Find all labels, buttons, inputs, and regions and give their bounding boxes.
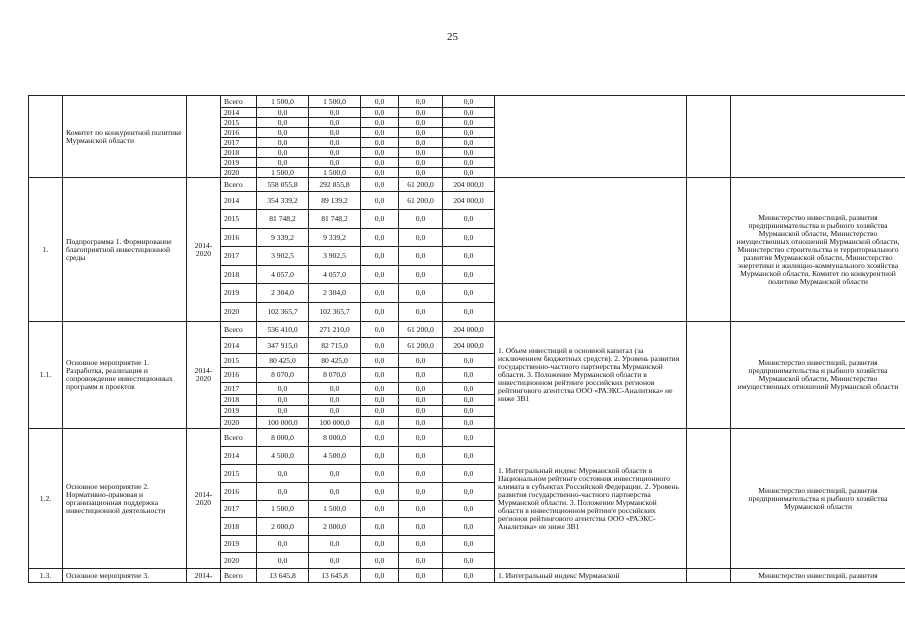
- federal-budget-cell: 0,0: [361, 483, 399, 501]
- regional-budget-cell: 8 070,0: [309, 368, 361, 383]
- total-cell: 8 070,0: [257, 368, 309, 383]
- regional-budget-cell: 89 139,2: [309, 192, 361, 210]
- other-sources-cell: 204 000,0: [443, 192, 495, 210]
- federal-budget-cell: 0,0: [361, 168, 399, 178]
- federal-budget-cell: 0,0: [361, 383, 399, 395]
- table-row: [29, 96, 905, 108]
- federal-budget-cell: 0,0: [361, 210, 399, 229]
- regional-budget-cell: 1 500,0: [309, 168, 361, 178]
- year-cell: 2018: [221, 148, 257, 158]
- local-budget-cell: 0,0: [399, 118, 443, 128]
- regional-budget-cell: 0,0: [309, 138, 361, 148]
- blank-cell: [687, 178, 731, 322]
- local-budget-cell: 61 200,0: [399, 338, 443, 354]
- local-budget-cell: 0,0: [399, 354, 443, 368]
- local-budget-cell: 0,0: [399, 483, 443, 501]
- other-sources-cell: 0,0: [443, 303, 495, 322]
- federal-budget-cell: 0,0: [361, 553, 399, 569]
- other-sources-cell: 0,0: [443, 569, 495, 583]
- federal-budget-cell: 0,0: [361, 229, 399, 247]
- table-row: [29, 429, 905, 447]
- federal-budget-cell: 0,0: [361, 192, 399, 210]
- federal-budget-cell: 0,0: [361, 158, 399, 168]
- year-cell: 2015: [221, 210, 257, 229]
- total-cell: 347 915,0: [257, 338, 309, 354]
- total-cell: 4 500,0: [257, 447, 309, 465]
- other-sources-cell: 0,0: [443, 128, 495, 138]
- other-sources-cell: 0,0: [443, 395, 495, 406]
- total-cell: 1 500,0: [257, 501, 309, 518]
- other-sources-cell: 0,0: [443, 284, 495, 303]
- regional-budget-cell: 1 500,0: [309, 501, 361, 518]
- other-sources-cell: 0,0: [443, 158, 495, 168]
- other-sources-cell: 0,0: [443, 148, 495, 158]
- other-sources-cell: 0,0: [443, 447, 495, 465]
- local-budget-cell: 0,0: [399, 128, 443, 138]
- total-cell: 0,0: [257, 118, 309, 128]
- other-sources-cell: 0,0: [443, 138, 495, 148]
- table-row: [29, 322, 905, 338]
- total-cell: 81 748,2: [257, 210, 309, 229]
- year-cell: 2016: [221, 128, 257, 138]
- other-sources-cell: 0,0: [443, 266, 495, 284]
- local-budget-cell: 0,0: [399, 148, 443, 158]
- year-cell: 2020: [221, 417, 257, 429]
- other-sources-cell: 0,0: [443, 518, 495, 536]
- other-sources-cell: 0,0: [443, 553, 495, 569]
- other-sources-cell: 0,0: [443, 118, 495, 128]
- year-cell: 2018: [221, 266, 257, 284]
- executors-cell: Министерство инвестиций, развития предпринимательства и рыбного хозяйства Мурманской области, Министерство имущественных отношений Мурманской области: [731, 322, 905, 429]
- page-number: 25: [447, 31, 458, 43]
- row-number-cell: 1.3.: [29, 569, 63, 583]
- regional-budget-cell: 1 500,0: [309, 96, 361, 108]
- indicators-cell: 1. Интегральный индекс Мурманской: [495, 569, 687, 583]
- total-cell: 0,0: [257, 406, 309, 417]
- total-cell: 558 055,8: [257, 178, 309, 192]
- period-cell: [187, 96, 221, 178]
- year-cell: 2017: [221, 247, 257, 266]
- total-cell: 354 339,2: [257, 192, 309, 210]
- blank-cell: [687, 429, 731, 569]
- executors-cell: [731, 96, 905, 178]
- indicators-cell: 1. Интегральный индекс Мурманской области в Национальном рейтинге состояния инвестиционного климата в субъектах Российской Федерации. 2. Уровень развития государственно-частного партнерства Мурманской области. 3. Положение Мурманской области в инвестиционном рейтинге российских регионов рейтингового агентства ООО «РАЭКС-Аналитика» не ниже 3В1: [495, 429, 687, 569]
- period-cell: 2014-2020: [187, 429, 221, 569]
- activity-name-cell: Основное мероприятие 3.: [63, 569, 187, 583]
- regional-budget-cell: 0,0: [309, 118, 361, 128]
- local-budget-cell: 0,0: [399, 368, 443, 383]
- local-budget-cell: 0,0: [399, 553, 443, 569]
- regional-budget-cell: 0,0: [309, 383, 361, 395]
- other-sources-cell: 0,0: [443, 406, 495, 417]
- year-cell: 2014: [221, 192, 257, 210]
- row-number-cell: [29, 96, 63, 178]
- total-cell: 2 000,0: [257, 518, 309, 536]
- local-budget-cell: 0,0: [399, 536, 443, 553]
- regional-budget-cell: 2 304,0: [309, 284, 361, 303]
- other-sources-cell: 204 000,0: [443, 178, 495, 192]
- period-cell: 2014-2020: [187, 178, 221, 322]
- year-cell: 2019: [221, 158, 257, 168]
- regional-budget-cell: 80 425,0: [309, 354, 361, 368]
- other-sources-cell: 0,0: [443, 229, 495, 247]
- federal-budget-cell: 0,0: [361, 128, 399, 138]
- regional-budget-cell: 4 500,0: [309, 447, 361, 465]
- year-cell: 2017: [221, 383, 257, 395]
- local-budget-cell: 0,0: [399, 168, 443, 178]
- other-sources-cell: 0,0: [443, 108, 495, 118]
- program-financing-table: [28, 95, 905, 583]
- federal-budget-cell: 0,0: [361, 148, 399, 158]
- local-budget-cell: 0,0: [399, 465, 443, 483]
- local-budget-cell: 61 200,0: [399, 178, 443, 192]
- executors-cell: Министерство инвестиций, развития предпринимательства и рыбного хозяйства Мурманской области, Министерство имущественных отношений Мурманской области, Министерство строительства и территориального развития Мурманской области, Министерство энергетики и жилищно-коммунального хозяйства Мурманской области, Комитет по конкурентной политике Мурманской области: [731, 178, 905, 322]
- local-budget-cell: 0,0: [399, 210, 443, 229]
- activity-name-cell: Подпрограмма 1. Формирование благоприятной инвестиционной среды: [63, 178, 187, 322]
- total-cell: 536 410,0: [257, 322, 309, 338]
- year-cell: Всего: [221, 96, 257, 108]
- local-budget-cell: 0,0: [399, 247, 443, 266]
- regional-budget-cell: 4 057,0: [309, 266, 361, 284]
- year-cell: 2015: [221, 118, 257, 128]
- local-budget-cell: 0,0: [399, 417, 443, 429]
- other-sources-cell: 0,0: [443, 383, 495, 395]
- local-budget-cell: 0,0: [399, 501, 443, 518]
- total-cell: 0,0: [257, 536, 309, 553]
- year-cell: 2015: [221, 465, 257, 483]
- indicators-cell: [495, 178, 687, 322]
- regional-budget-cell: 0,0: [309, 553, 361, 569]
- local-budget-cell: 0,0: [399, 406, 443, 417]
- regional-budget-cell: 82 715,0: [309, 338, 361, 354]
- year-cell: 2019: [221, 406, 257, 417]
- regional-budget-cell: 0,0: [309, 465, 361, 483]
- local-budget-cell: 0,0: [399, 96, 443, 108]
- federal-budget-cell: 0,0: [361, 338, 399, 354]
- regional-budget-cell: 13 645,8: [309, 569, 361, 583]
- row-number-cell: 1.: [29, 178, 63, 322]
- regional-budget-cell: 0,0: [309, 148, 361, 158]
- local-budget-cell: 0,0: [399, 383, 443, 395]
- federal-budget-cell: 0,0: [361, 429, 399, 447]
- other-sources-cell: 0,0: [443, 368, 495, 383]
- year-cell: 2014: [221, 338, 257, 354]
- year-cell: 2016: [221, 368, 257, 383]
- local-budget-cell: 0,0: [399, 303, 443, 322]
- regional-budget-cell: 8 000,0: [309, 429, 361, 447]
- local-budget-cell: 0,0: [399, 138, 443, 148]
- year-cell: Всего: [221, 322, 257, 338]
- total-cell: 13 645,8: [257, 569, 309, 583]
- local-budget-cell: 0,0: [399, 229, 443, 247]
- year-cell: 2018: [221, 518, 257, 536]
- blank-cell: [687, 96, 731, 178]
- other-sources-cell: 0,0: [443, 465, 495, 483]
- other-sources-cell: 0,0: [443, 210, 495, 229]
- year-cell: 2020: [221, 553, 257, 569]
- regional-budget-cell: 0,0: [309, 128, 361, 138]
- regional-budget-cell: 81 748,2: [309, 210, 361, 229]
- year-cell: 2016: [221, 229, 257, 247]
- federal-budget-cell: 0,0: [361, 569, 399, 583]
- year-cell: 2016: [221, 483, 257, 501]
- year-cell: 2020: [221, 303, 257, 322]
- total-cell: 4 057,0: [257, 266, 309, 284]
- year-cell: 2020: [221, 168, 257, 178]
- federal-budget-cell: 0,0: [361, 501, 399, 518]
- year-cell: 2014: [221, 108, 257, 118]
- total-cell: 2 304,0: [257, 284, 309, 303]
- total-cell: 0,0: [257, 383, 309, 395]
- federal-budget-cell: 0,0: [361, 417, 399, 429]
- total-cell: 0,0: [257, 128, 309, 138]
- federal-budget-cell: 0,0: [361, 118, 399, 128]
- federal-budget-cell: 0,0: [361, 178, 399, 192]
- other-sources-cell: 204 000,0: [443, 338, 495, 354]
- regional-budget-cell: 2 000,0: [309, 518, 361, 536]
- activity-name-cell: Основное мероприятие 1. Разработка, реализация и сопровождение инвестиционных программ и проектов: [63, 322, 187, 429]
- regional-budget-cell: 0,0: [309, 395, 361, 406]
- blank-cell: [687, 569, 731, 583]
- total-cell: 0,0: [257, 108, 309, 118]
- total-cell: 3 902,5: [257, 247, 309, 266]
- regional-budget-cell: 0,0: [309, 158, 361, 168]
- regional-budget-cell: 0,0: [309, 483, 361, 501]
- regional-budget-cell: 100 000,0: [309, 417, 361, 429]
- regional-budget-cell: 292 855,8: [309, 178, 361, 192]
- local-budget-cell: 0,0: [399, 266, 443, 284]
- year-cell: Всего: [221, 569, 257, 583]
- regional-budget-cell: 102 365,7: [309, 303, 361, 322]
- other-sources-cell: 0,0: [443, 247, 495, 266]
- local-budget-cell: 0,0: [399, 447, 443, 465]
- regional-budget-cell: 271 210,0: [309, 322, 361, 338]
- total-cell: 0,0: [257, 483, 309, 501]
- local-budget-cell: 61 200,0: [399, 192, 443, 210]
- total-cell: 0,0: [257, 465, 309, 483]
- total-cell: 100 000,0: [257, 417, 309, 429]
- total-cell: 102 365,7: [257, 303, 309, 322]
- total-cell: 1 500,0: [257, 96, 309, 108]
- federal-budget-cell: 0,0: [361, 266, 399, 284]
- federal-budget-cell: 0,0: [361, 447, 399, 465]
- total-cell: 9 339,2: [257, 229, 309, 247]
- federal-budget-cell: 0,0: [361, 518, 399, 536]
- local-budget-cell: 0,0: [399, 158, 443, 168]
- total-cell: 8 000,0: [257, 429, 309, 447]
- total-cell: 0,0: [257, 158, 309, 168]
- year-cell: Всего: [221, 178, 257, 192]
- federal-budget-cell: 0,0: [361, 406, 399, 417]
- total-cell: 0,0: [257, 148, 309, 158]
- indicators-cell: [495, 96, 687, 178]
- regional-budget-cell: 0,0: [309, 406, 361, 417]
- year-cell: 2014: [221, 447, 257, 465]
- other-sources-cell: 0,0: [443, 483, 495, 501]
- year-cell: 2015: [221, 354, 257, 368]
- blank-cell: [687, 322, 731, 429]
- other-sources-cell: 0,0: [443, 417, 495, 429]
- federal-budget-cell: 0,0: [361, 138, 399, 148]
- regional-budget-cell: 0,0: [309, 536, 361, 553]
- year-cell: 2017: [221, 501, 257, 518]
- federal-budget-cell: 0,0: [361, 368, 399, 383]
- other-sources-cell: 0,0: [443, 354, 495, 368]
- local-budget-cell: 0,0: [399, 108, 443, 118]
- local-budget-cell: 61 200,0: [399, 322, 443, 338]
- executors-cell: Министерство инвестиций, развития предпринимательства и рыбного хозяйства Мурманской области: [731, 429, 905, 569]
- year-cell: 2018: [221, 395, 257, 406]
- other-sources-cell: 0,0: [443, 96, 495, 108]
- federal-budget-cell: 0,0: [361, 247, 399, 266]
- local-budget-cell: 0,0: [399, 395, 443, 406]
- local-budget-cell: 0,0: [399, 429, 443, 447]
- other-sources-cell: 0,0: [443, 429, 495, 447]
- federal-budget-cell: 0,0: [361, 354, 399, 368]
- federal-budget-cell: 0,0: [361, 536, 399, 553]
- table-row: [29, 178, 905, 192]
- other-sources-cell: 0,0: [443, 168, 495, 178]
- regional-budget-cell: 0,0: [309, 108, 361, 118]
- regional-budget-cell: 9 339,2: [309, 229, 361, 247]
- total-cell: 1 500,0: [257, 168, 309, 178]
- year-cell: 2019: [221, 284, 257, 303]
- row-number-cell: 1.2.: [29, 429, 63, 569]
- executors-cell: Министерство инвестиций, развития: [731, 569, 905, 583]
- regional-budget-cell: 3 902,5: [309, 247, 361, 266]
- federal-budget-cell: 0,0: [361, 96, 399, 108]
- year-cell: 2019: [221, 536, 257, 553]
- local-budget-cell: 0,0: [399, 284, 443, 303]
- local-budget-cell: 0,0: [399, 569, 443, 583]
- period-cell: 2014-: [187, 569, 221, 583]
- federal-budget-cell: 0,0: [361, 108, 399, 118]
- period-cell: 2014-2020: [187, 322, 221, 429]
- year-cell: 2017: [221, 138, 257, 148]
- total-cell: 0,0: [257, 553, 309, 569]
- year-cell: Всего: [221, 429, 257, 447]
- federal-budget-cell: 0,0: [361, 322, 399, 338]
- total-cell: 0,0: [257, 138, 309, 148]
- federal-budget-cell: 0,0: [361, 395, 399, 406]
- local-budget-cell: 0,0: [399, 518, 443, 536]
- total-cell: 0,0: [257, 395, 309, 406]
- other-sources-cell: 0,0: [443, 536, 495, 553]
- federal-budget-cell: 0,0: [361, 284, 399, 303]
- other-sources-cell: 0,0: [443, 501, 495, 518]
- table-row: [29, 569, 905, 583]
- indicators-cell: 1. Объем инвестиций в основной капитал (за исключением бюджетных средств). 2. Уровень развития государственно-частного партнерства Мурманской области. 3. Положение Мурманской области в инвестиционном рейтинге российских регионов рейтингового агентства ООО «РАЭКС-Аналитика» не ниже 3В1: [495, 322, 687, 429]
- activity-name-cell: Основное мероприятие 2. Нормативно-правовая и организационная поддержка инвестиционной деятельности: [63, 429, 187, 569]
- total-cell: 80 425,0: [257, 354, 309, 368]
- federal-budget-cell: 0,0: [361, 303, 399, 322]
- federal-budget-cell: 0,0: [361, 465, 399, 483]
- row-number-cell: 1.1.: [29, 322, 63, 429]
- activity-name-cell: Комитет по конкурентной политике Мурманской области: [63, 96, 187, 178]
- other-sources-cell: 204 000,0: [443, 322, 495, 338]
